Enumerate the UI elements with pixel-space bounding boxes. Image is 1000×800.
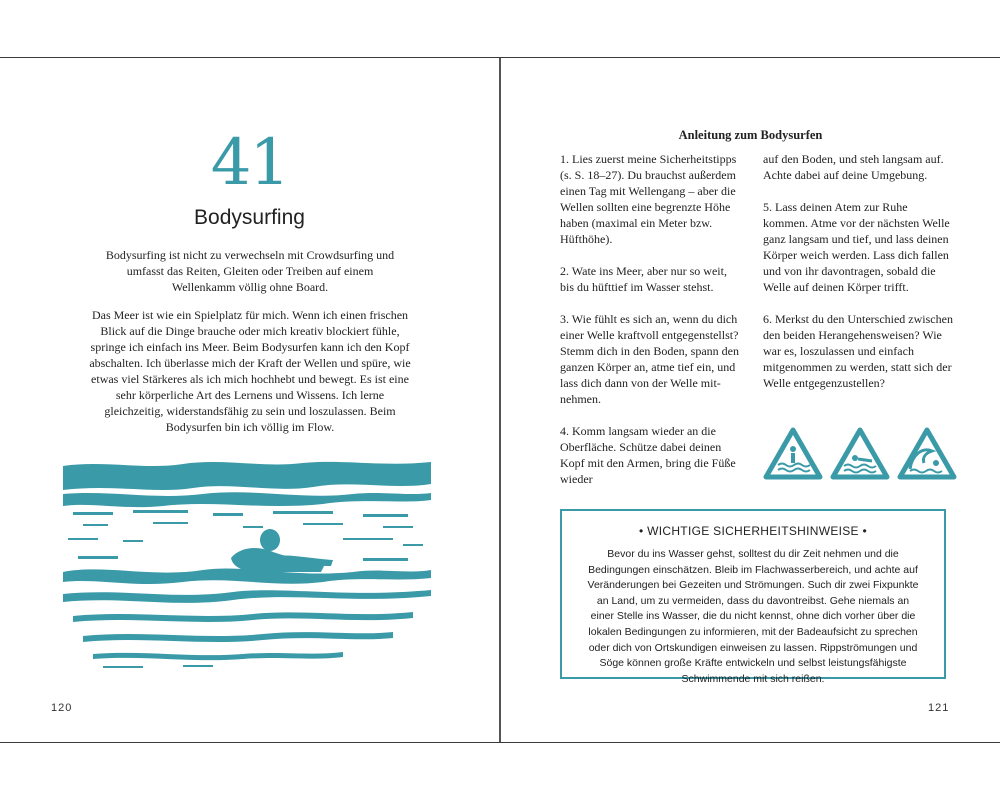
instructions-column-1	[560, 151, 740, 503]
bodysurfer-illustration	[63, 460, 431, 672]
book-spread	[0, 57, 1000, 743]
instruction-step: 5. Lass deinen Atem zur Ruhe kommen. Atme vor der nächsten Welle ganz langsam und tief, und lass deinen Körper weich werden. Lass dich fallen und von ihr davontragen, sobald die Welle auf deinen Körper trifft.	[763, 200, 950, 294]
safety-box	[560, 509, 946, 685]
instruction-step: 6. Merkst du den Unterschied zwischen den beiden Herangehensweisen? Wie war es, loszulassen und einfach mitgenommen zu werden, statt sich der Welle entgegenzustellen?	[763, 312, 953, 390]
safety-box-text: Bevor du ins Wasser gehst, solltest du dir Zeit nehmen und die Bedingungen einschätzen. Bleib im Flachwasserbereich, und achte auf Veränderungen bei Gezeiten und Strömungen. Such dir zwei Fixpunkte an Land, um zu vermeiden, dass du davontreibst. Gehe niemals an einer Stelle ins Wasser, die du nicht kennst, ohne dich vorher über die lokalen Bedingungen zu informieren, mit der Badeaufsicht zu sprechen oder dich von Ortskundigen einweisen zu lassen. Rippströmungen und Söge können große Kräfte entwickeln und selbst leistungsfähigste Schwimmende mit sich reißen.	[587, 548, 919, 685]
instructions-heading: Anleitung zum Bodysurfen	[678, 128, 823, 142]
instructions-column-2	[763, 151, 953, 407]
page-number-left: 120	[51, 702, 73, 714]
page-number-right: 121	[928, 702, 950, 714]
safety-box-title: • WICHTIGE SICHERHEITSHINWEISE •	[638, 524, 867, 538]
intro-paragraph: Bodysurfing ist nicht zu verwechseln mit Crowdsurfing und umfasst das Reiten, Gleiten oder Treiben auf einem Wellenkamm völlig ohne Board.	[105, 248, 395, 294]
body-paragraph: Das Meer ist wie ein Spielplatz für mich. Wenn ich einen frischen Blick auf die Dinge brauche oder mich kreativ blockiert fühle, springe ich einfach ins Meer. Beim Bodysurfen kann ich den Kopf abschalten. Ich überlasse mich der Kraft der Wellen und spüre, wie etwas viel Stärkeres als ich mich hochhebt und bewegt. Es ist eine sehr körperliche Art des Lernens und Wissens. Ich lerne gleichzeitig, widerstandsfähig zu sein und loszulassen. Beim Bodysurfen bin ich völlig im Flow.	[89, 308, 411, 434]
instruction-step: 1. Lies zuerst meine Sicherheitstipps (s. S. 18–27). Du brauchst außerdem einen Tag mit Wellengang – aber die Wellen sollten eine begrenzte Höhe haben (maximal ein Meter bzw. Hüfthöhe).	[560, 152, 737, 246]
chapter-title: Bodysurfing	[194, 206, 305, 229]
instruction-step: 2. Wate ins Meer, aber nur so weit, bis du hüfttief im Wasser stehst.	[560, 264, 727, 294]
warning-icons	[760, 425, 960, 485]
wave-person-icon	[900, 430, 954, 477]
right-page	[501, 58, 1000, 742]
chapter-number: 41	[210, 126, 289, 200]
instruction-step: auf den Boden, und steh langsam auf. Achte dabei auf deine Umgebung.	[763, 152, 944, 182]
instruction-step: 3. Wie fühlt es sich an, wenn du dich einer Welle kraftvoll entgegenstellst? Stemm dich in den Boden, spann den ganzen Körper an, atme tief ein, und lass dich dann von der Welle mitnehmen.	[560, 312, 739, 406]
left-page	[0, 58, 499, 742]
wading-person-icon	[766, 430, 820, 477]
instruction-step: 4. Komm langsam wieder an die Oberfläche. Schütze dabei deinen Kopf mit den Armen, bring die Füße wieder	[560, 424, 736, 486]
floating-person-icon	[833, 430, 887, 477]
